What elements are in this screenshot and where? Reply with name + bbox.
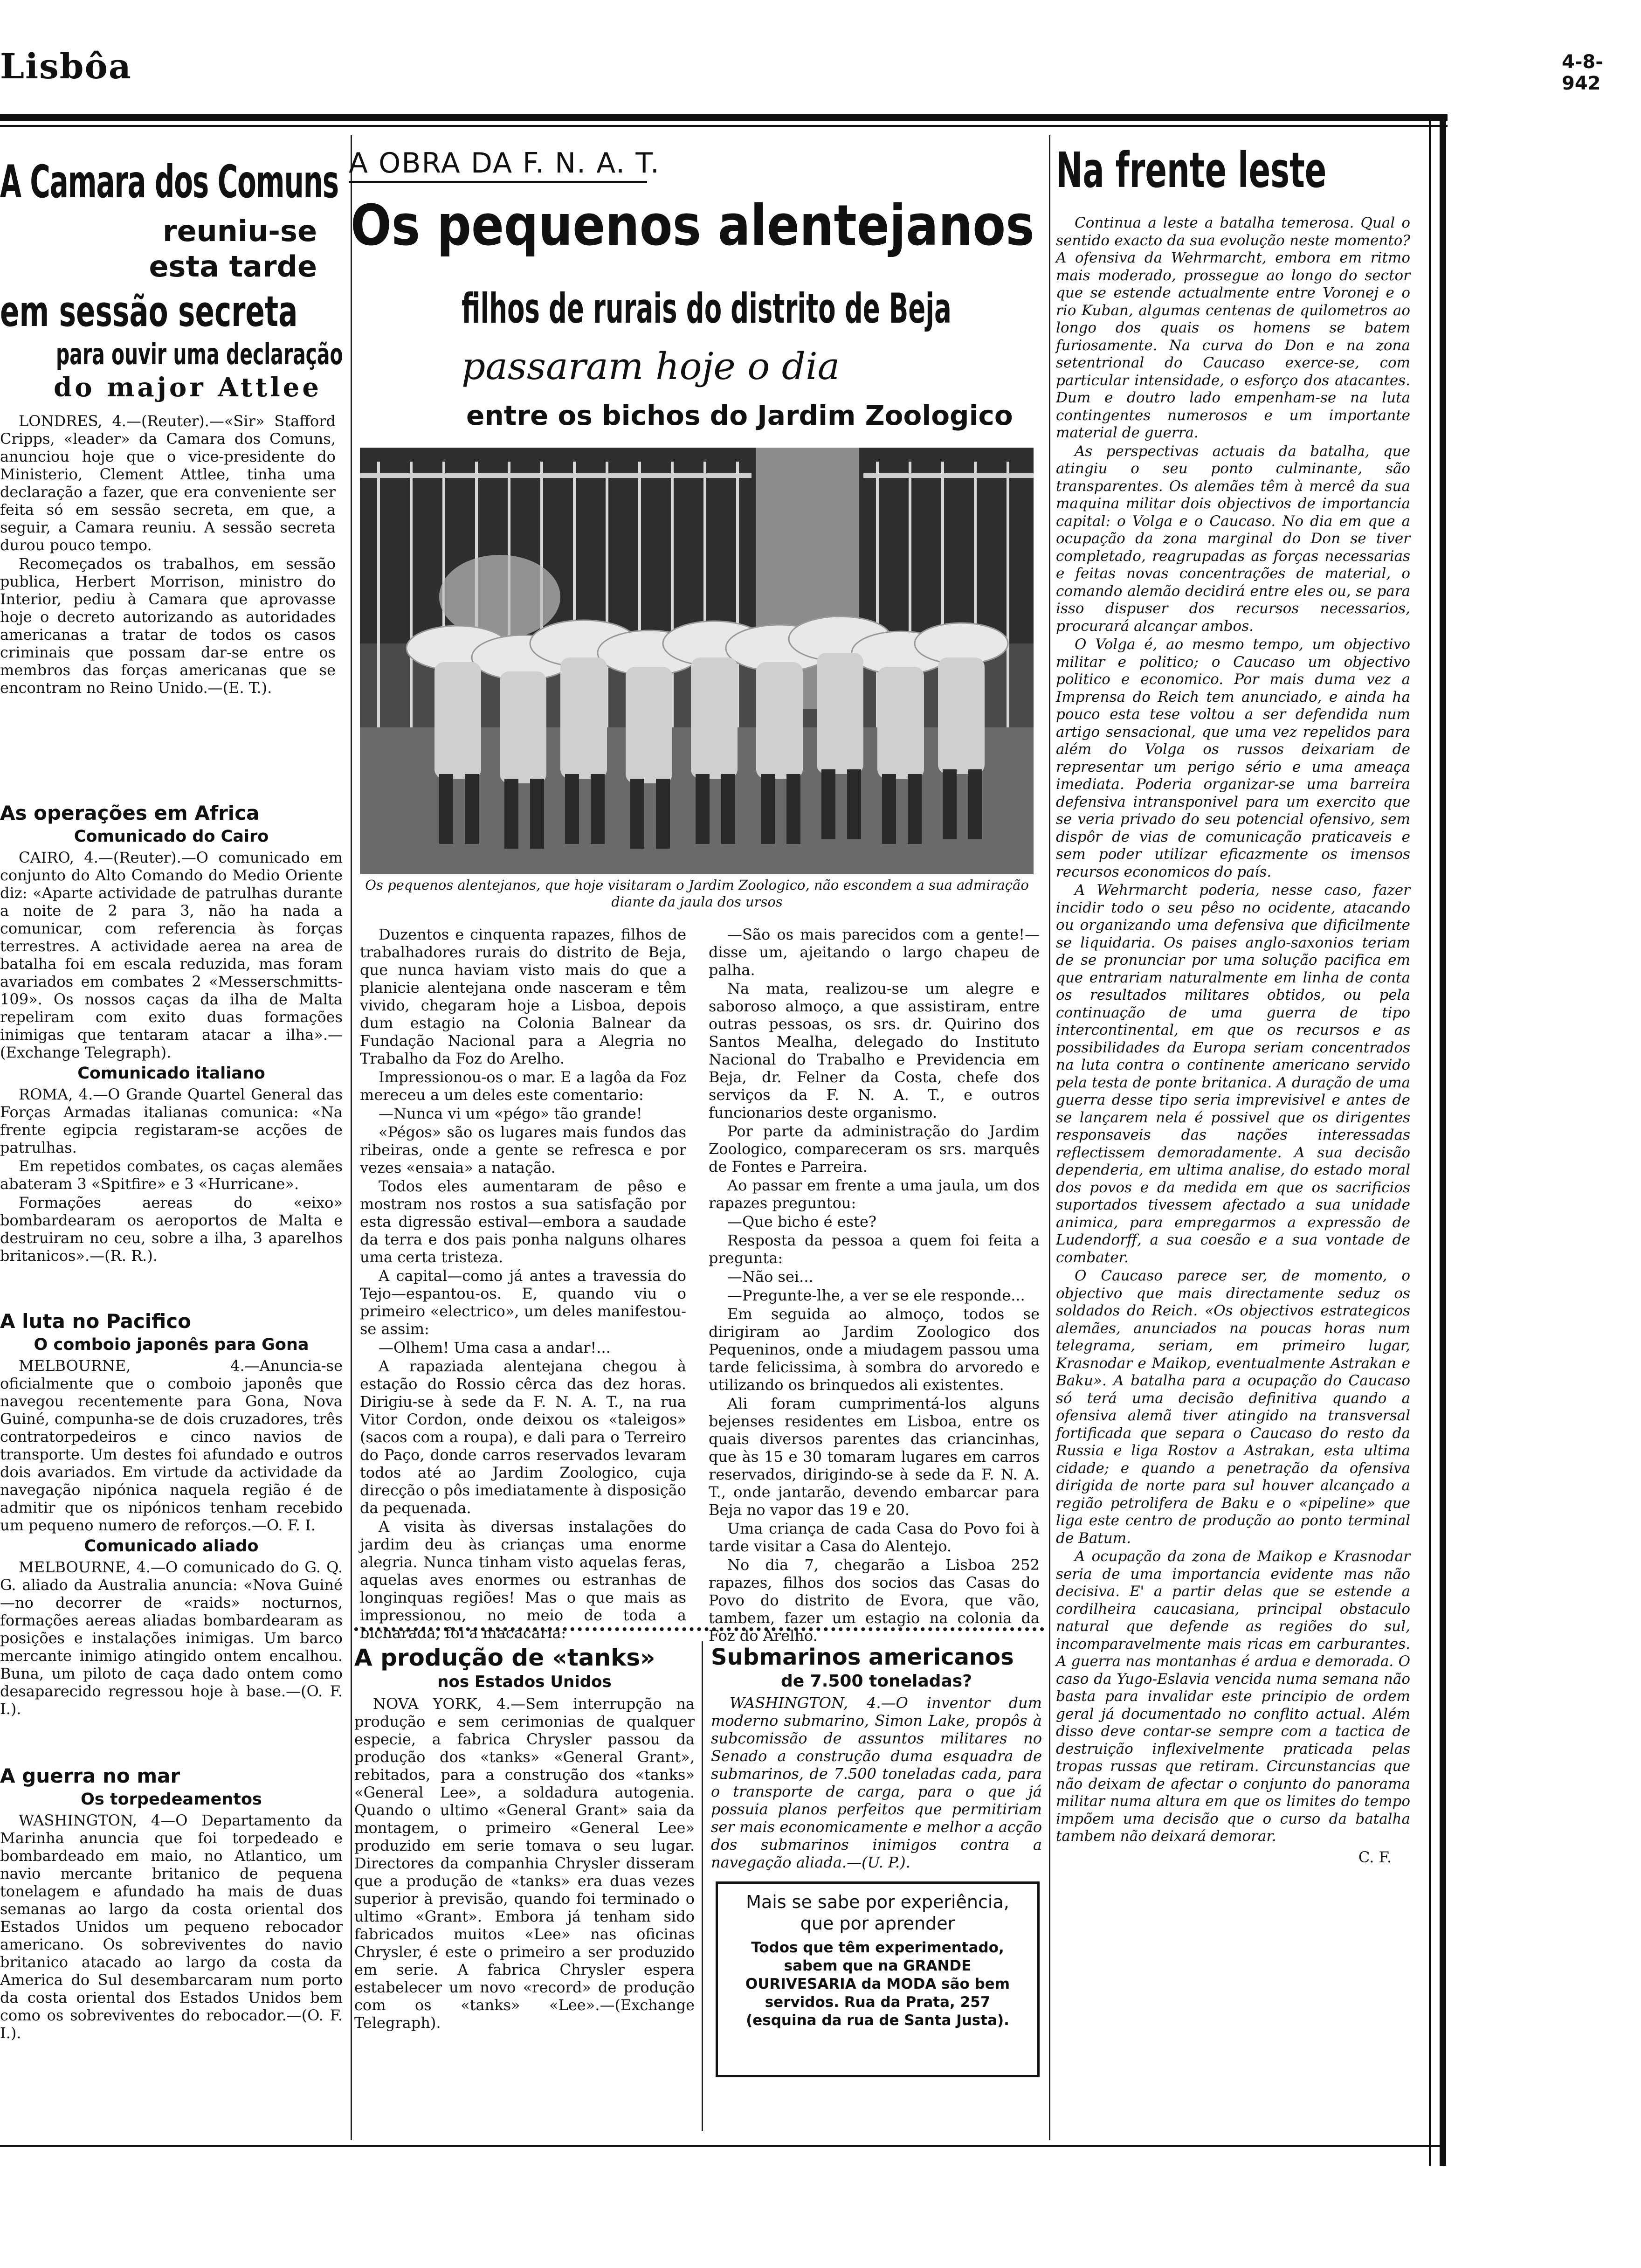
leste-article	[1056, 140, 1424, 1866]
fnat-paragraph: —Que bicho é este?	[727, 1213, 877, 1231]
submarinos-article	[711, 1644, 1042, 1872]
guerra-mar-paragraph: WASHINGTON, 4—O Departamento da Marinha anuncia que foi torpedeado e bombardeado em maio, no Atlantico, um navio mercante britanico de pequena tonelagem e afundado ha mais de duas semanas ao largo da costa oriental dos Estados Unidos um pequeno rebocador americano. Os sobreviventes do navio britanico atacado ao largo da costa da America do Sul desembarcaram num porto da costa oriental dos Estados Unidos bem como os sobreviventes do rebocador.—(O. F. I.).	[0, 1812, 343, 2042]
page-frame-right	[1440, 114, 1446, 2166]
fnat-paragraph: A capital—como já antes a travessia do Tejo—espantou-os. E, quando viu o primeiro «electrico», um deles manifestou-se assim:	[360, 1267, 686, 1338]
fnat-column-1	[360, 926, 686, 1643]
africa-paragraph: CAIRO, 4.—(Reuter).—O comunicado em conjunto do Alto Comando do Medio Oriente diz: «Aparte actividade de patrulhas durante a noite de 2 para 3, não ha nada a comunicar, com referencia às forças terrestres. A actividade aerea na area de batalha foi em escala reduzida, mas foram avariados em combates 2 «Messerschmitts-109». Os nossos caças da ilha de Malta repeliram com exito duas formações inimigas que tentaram atacar a ilha».—(Exchange Telegraph).	[0, 849, 343, 1061]
leste-headline: Na frente leste	[1056, 142, 1327, 199]
fnat-paragraph: —Pregunte-lhe, a ver se ele responde...	[727, 1286, 1025, 1304]
guerra-mar-subhead: Os torpedeamentos	[81, 1790, 262, 1809]
guerra-mar-headline: A guerra no mar	[0, 1764, 180, 1787]
leste-paragraph: A Wehrmarcht poderia, nesse caso, fazer incidir todo o seu pêso no ocidente, atacando ou organizando uma defensiva que dificilmente se liquidaria. Os paises anglo-saxonios teriam de se pronunciar por uma solução pacifica em que entrariam naturalmente em linha de conta os resultados militares obtidos, ou pela continuação de uma guerra de tipo intercontinental, em que os recursos e as possibilidades da Europa seriam concentrados na luta contra o continente americano servido pela testa de ponte britanica. A duração de uma guerra desse tipo seria imprevisivel e antes de se lançarem nela é possivel que os dirigentes responsaveis das nações interessadas reflectissem demoradamente. A sua decisão dependeria, em ultima analise, do estado moral dos povos e da medida em que os sacrificios suportados tivessem afectado a sua unidade animica, para empregarmos a expressão de Ludendorff, a sua coesão e a sua vontade de combater.	[1056, 882, 1410, 1266]
africa-subhead-italiano: Comunicado italiano	[77, 1064, 265, 1083]
camara-headline-4: em sessão secreta	[0, 287, 298, 336]
submarinos-subhead: de 7.500 toneladas?	[780, 1672, 972, 1691]
submarinos-paragraph: WASHINGTON, 4.—O inventor dum moderno submarino, Simon Lake, propôs à subcomissão de assuntos militares no Senado a construção duma esquadra de submarinos, de 7.500 toneladas cada, para o transporte de carga, para o que já possuia planos perfeitos que permitiriam ser mais economicamente e melhor a acção dos submarinos inimigos contra a navegação aliada.—(U. P.).	[711, 1694, 1042, 1871]
section-divider-dotted	[354, 1627, 1044, 1636]
pacifico-headline: A luta no Pacifico	[0, 1310, 192, 1333]
fnat-paragraph: A visita às diversas instalações do jardim deu às crianças uma enorme alegria. Nunca tinham visto aquelas feras, aquelas aves enormes ou estranhas de longinquas regiões! Mas o que mais as impressionou, no meio de toda a bicharada, foi a macacaria:	[360, 1518, 686, 1642]
fnat-subhead-1: filhos de rurais do distrito de Beja	[462, 284, 952, 332]
zoo-photo	[360, 448, 1034, 874]
camara-headline-3: esta tarde	[149, 249, 317, 284]
submarinos-headline: Submarinos americanos	[711, 1644, 1014, 1670]
leste-paragraph: O Volga é, ao mesmo tempo, um objectivo militar e politico; o Caucaso um objectivo politico e economico. Por mais duma vez a Imprensa do Reich tem anunciado, e ainda ha pouco esta tese voltou a ser defendida num artigo sensacional, que uma vez repelidos para além do Volga os russos deixariam de representar um perigo sério e uma ameaça imediata. Poderia organizar-se uma barreira defensiva intransponivel para um exercito que se veria privado do seu potencial ofensivo, sem dispôr de vias de comunicação praticaveis e sem poder utilizar eficazmente os imensos recursos economicos do país.	[1056, 636, 1410, 880]
fnat-paragraph: —Não sei...	[727, 1268, 814, 1286]
pacifico-subhead-aliado: Comunicado aliado	[84, 1537, 259, 1556]
fnat-paragraph: A rapaziada alentejana chegou à estação do Rossio cêrca das dez horas. Dirigiu-se à sede da F. N. A. T., na rua Vitor Cordon, onde deixou os «taleigos» (sacos com a roupa), e dali para o Terreiro do Paço, donde carros reservados levaram todos até ao Jardim Zoologico, cuja direcção o pôs imediatamente à disposição da pequenada.	[360, 1357, 686, 1517]
fnat-headline: Os pequenos alentejanos	[351, 194, 1034, 258]
africa-subhead-cairo: Comunicado do Cairo	[74, 827, 269, 846]
camara-article	[0, 154, 343, 698]
masthead-title: Lisbôa	[0, 47, 132, 87]
masthead-date: 4-8-942	[1562, 51, 1603, 94]
advertisement-body: Todos que têm experimentado, sabem que na GRANDE OURIVESARIA da MODA são bem servidos. Rua da Prata, 257 (esquina da rua de Santa Justa).	[745, 1939, 1010, 2029]
fnat-paragraph: No dia 7, chegarão a Lisboa 252 rapazes, filhos dos socios das Casas do Povo do distrito de Evora, que vão, tambem, fazer um estagio na colonia da Foz do Arelho.	[709, 1556, 1040, 1645]
africa-paragraph: ROMA, 4.—O Grande Quartel General das Forças Armadas italianas comunica: «Na frente egipcia registaram-se acções de patrulhas.	[0, 1086, 343, 1156]
africa-paragraph: Formações aereas do «eixo» bombardearam os aeroportos de Malta e destruiram no ceu, sobre a ilha, 3 aparelhos britanicos».—(R. R.).	[0, 1194, 343, 1265]
column-rule-2	[1049, 135, 1050, 2140]
tanks-paragraph: NOVA YORK, 4.—Sem interrupção na produção e sem cerimonias de qualquer especie, a fabrica Chrysler passou da produção dos «tanks» «General Grant», rebitados, para a construção dos «tanks» «General Lee», a soldadura autogenia. Quando o ultimo «General Grant» saia da montagem, o primeiro «General Lee» produzido em serie tomava o seu lugar. Directores da companhia Chrysler disseram que a produção de «tanks» era duas vezes superior à previsão, quando foi terminado o ultimo «Grant». Embora já tenham sido fabricados muitos «Lee» nas oficinas Chrysler, é este o primeiro a ser produzido em serie. A fabrica Chrysler espera estabelecer um novo «record» de produção com os «tanks» «Lee».—(Exchange Telegraph).	[354, 1695, 695, 2032]
column-rule-1	[351, 135, 352, 2140]
pacifico-paragraph: MELBOURNE, 4.—Anuncia-se oficialmente que o comboio japonês que navegou recentemente para Gona, Nova Guiné, compunha-se de dois cruzadores, três contratorpedeiros e cinco navios de transporte. Um destes foi afundado e outros dois avariados. Em virtude da actividade da navegação nipónica naquela região é de admitir que os nipónicos tenham recebido um pequeno numero de reforços.—O. F. I.	[0, 1357, 343, 1534]
leste-paragraph: O Caucaso parece ser, de momento, o objectivo que mais directamente seduz os soldados do Reich. «Os objectivos estrategicos alemães, anunciados na poucas horas num telegrama, seriam, em primeiro lugar, Krasnodar e Maikop, eventualmente Astrakan e Baku». A batalha para a ocupação do Caucaso só terá uma decisão definitiva quando a ofensiva alemã tiver atingido na transversal fortificada que separa o Caucaso do resto da Russia e liga Rostov a Astrakan, esta ultima cidade; e quando a penetração da ofensiva dirigida de norte para sul houver alcançado a região petrolifera de Baku e o «pipeline» que liga este centro de produção ao ponto terminal de Batum.	[1056, 1267, 1410, 1547]
pacifico-paragraph: MELBOURNE, 4.—O comunicado do G. Q. G. aliado da Australia anuncia: «Nova Guiné—no decorrer de «raids» nocturnos, formações aereas aliadas bombardearam as posições e instalações inimigas. Um barco mercante inimigo atingido ontem encalhou. Buna, um piloto de caça dado ontem como desaparecido regressou hoje à base.—(O. F. I.).	[0, 1558, 343, 1718]
fnat-column-2	[709, 926, 1040, 1646]
camara-headline-6: do major Attlee	[54, 372, 322, 403]
fnat-kicker-underline	[349, 181, 647, 183]
leste-paragraph: As perspectivas actuais da batalha, que atingiu o seu ponto culminante, são transparentes. Os alemães têm à mercê da sua maquina militar dois objectivos de importancia capital: o Volga e o Caucaso. No dia em que a ocupação da zona marginal do Don se tiver completado, reagrupadas as forças necessarias e feitas novas concentrações de material, o comando alemão decidirá entre eles ou, se para isso dispuser dos recursos necessarios, procurará alcançar ambos.	[1056, 443, 1410, 635]
fnat-paragraph: Ao passar em frente a uma jaula, um dos rapazes preguntou:	[709, 1176, 1040, 1212]
fnat-paragraph: Duzentos e cinquenta rapazes, filhos de trabalhadores rurais do distrito de Beja, que nunca haviam visto mais do que a planicie alentejana onde nasceram e têm vivido, chegaram hoje a Lisboa, depois dum estagio na Colonia Balnear da Fundação Nacional para a Alegria no Trabalho da Foz do Arelho.	[360, 926, 686, 1067]
zoo-photo-caption: Os pequenos alentejanos, que hoje visitaram o Jardim Zoologico, não escondem a sua admiração diante da jaula dos ursos	[365, 877, 1029, 910]
column-rule-3	[702, 1641, 703, 2131]
header-rule-thin	[0, 125, 1448, 127]
africa-paragraph: Em repetidos combates, os caças alemães abateram 3 «Spitfire» e 3 «Hurricane».	[0, 1157, 343, 1193]
camara-headline-5: para ouvir uma declaração	[56, 337, 343, 371]
fnat-subhead-3: entre os bichos do Jardim Zoologico	[466, 400, 1013, 431]
fnat-paragraph: Na mata, realizou-se um alegre e saboroso almoço, a que assistiram, entre outras pessoas, os srs. dr. Quirino dos Santos Mealha, delegado do Instituto Nacional do Trabalho e Previdencia em Beja, dr. Felner da Costa, chefe dos serviços da F. N. A. T., e outros funcionarios deste organismo.	[709, 980, 1040, 1121]
camara-paragraph: LONDRES, 4.—(Reuter).—«Sir» Stafford Cripps, «leader» da Camara dos Comuns, anunciou hoje que o vice-presidente do Ministerio, Clement Attlee, tinha uma declaração a fazer, que era conveniente ser feita só em sessão secreta, em que, a seguir, a Camara reuniu. A sessão secreta durou pouco tempo.	[0, 412, 336, 554]
tanks-headline: A produção de «tanks»	[354, 1644, 655, 1671]
fnat-paragraph: «Pégos» são os lugares mais fundos das ribeiras, onde a gente se refresca e por vezes «ensaia» a natação.	[360, 1123, 686, 1176]
fnat-paragraph: Resposta da pessoa a quem foi feita a pregunta:	[709, 1231, 1040, 1267]
guerra-mar-article	[0, 1758, 343, 2043]
tanks-subhead: nos Estados Unidos	[437, 1673, 612, 1691]
fnat-paragraph: Por parte da administração do Jardim Zoologico, compareceram os srs. marquês de Fontes e Parreira.	[709, 1122, 1040, 1175]
camara-headline: A Camara dos Comuns	[0, 156, 338, 208]
leste-paragraph: A ocupação da zona de Maikop e Krasnodar seria de uma importancia evidente mas não decisiva. E' a partir delas que se estende a cordilheira caucasiana, principal obstaculo natural que defende as regiões do sul, incomparavelmente mais ricas em carburantes. A guerra nas montanhas é ardua e demorada. O caso da Yugo-Eslavia vencida numa semana não basta para invalidar este principio de ordem geral já documentado no conflito actual. Além disso deve contar-se sempre com a tactica de destruição inflexivelmente praticada pelas tropas russas que retiram. Circunstancias que não deixam de afectar o conjunto do panorama militar numa altura em que os limites do tempo impõem uma decisão que o curso da batalha tambem não deixará demorar.	[1056, 1548, 1410, 1845]
fnat-subhead-2: passaram hoje o dia	[462, 345, 840, 388]
pacifico-subhead-comboio: O comboio japonês para Gona	[34, 1335, 309, 1354]
fnat-paragraph: Ali foram cumprimentá-los alguns bejenses residentes em Lisboa, entre os quais diversos parentes das criancinhas, que às 15 e 30 tomaram lugares em carros reservados, dirigindo-se à sede da F. N. A. T., onde jantarão, devendo embarcar para Beja no vapor das 19 e 20.	[709, 1395, 1040, 1519]
advertisement-box	[716, 1881, 1040, 2077]
pacifico-article	[0, 1303, 343, 1719]
leste-paragraph: Continua a leste a batalha temerosa. Qual o sentido exacto da sua evolução neste momento? A ofensiva da Wehrmarcht, embora em ritmo mais moderado, prossegue ao longo do sector que se estende actualmente entre Voronej e o rio Kuban, algumas centenas de quilometros ao longo dos quais os homens se batem furiosamente. Na curva do Don e na zona setentrional do Caucaso exerce-se, com particular intensidade, o esforço dos atacantes. Dum e doutro lado empenham-se na luta contingentes numerosos e um importante material de guerra.	[1056, 214, 1410, 441]
advertisement-title: Mais se sabe por experiência, que por aprender	[746, 1892, 1009, 1934]
header-rule	[0, 114, 1448, 121]
fnat-paragraph: Impressionou-os o mar. E a lagôa da Foz mereceu a um deles este comentario:	[360, 1068, 686, 1104]
leste-signature: C. F.	[1358, 1848, 1392, 1866]
fnat-paragraph: Todos eles aumentaram de pêso e mostram nos rostos a sua satisfação por esta digressão estival—embora a saudade da terra e dos pais ponha nalguns olhares uma certa tristeza.	[360, 1177, 686, 1266]
fnat-paragraph: Em seguida ao almoço, todos se dirigiram ao Jardim Zoologico dos Pequeninos, onde a miudagem passou uma tarde felicissima, à sombra do arvoredo e utilizando os brinquedos ali existentes.	[709, 1305, 1040, 1394]
footer-rule	[0, 2145, 1441, 2147]
page-frame-right-inner	[1429, 114, 1431, 2166]
zoo-photo-illustration	[360, 448, 1034, 874]
camara-headline-2: reuniu-se	[163, 214, 317, 248]
fnat-kicker: A OBRA DA F. N. A. T.	[349, 147, 660, 180]
fnat-paragraph: —Nunca vi um «pégo» tão grande!	[379, 1105, 642, 1122]
tanks-article	[354, 1644, 695, 2033]
camara-paragraph: Recomeçados os trabalhos, em sessão publica, Herbert Morrison, ministro do Interior, pediu à Camara que aprovasse hoje o decreto autorizando as autoridades americanas a tratar de todos os casos criminais que possam dar-se entre os membros das forças americanas que se encontram no Reino Unido.—(E. T.).	[0, 555, 336, 697]
fnat-paragraph: Uma criança de cada Casa do Povo foi à tarde visitar a Casa do Alentejo.	[709, 1520, 1040, 1555]
africa-headline: As operações em Africa	[0, 802, 260, 824]
fnat-paragraph: —Olhem! Uma casa a andar!...	[379, 1339, 611, 1356]
africa-article	[0, 795, 343, 1265]
fnat-paragraph: —São os mais parecidos com a gente!—disse um, ajeitando o largo chapeu de palha.	[709, 926, 1040, 979]
